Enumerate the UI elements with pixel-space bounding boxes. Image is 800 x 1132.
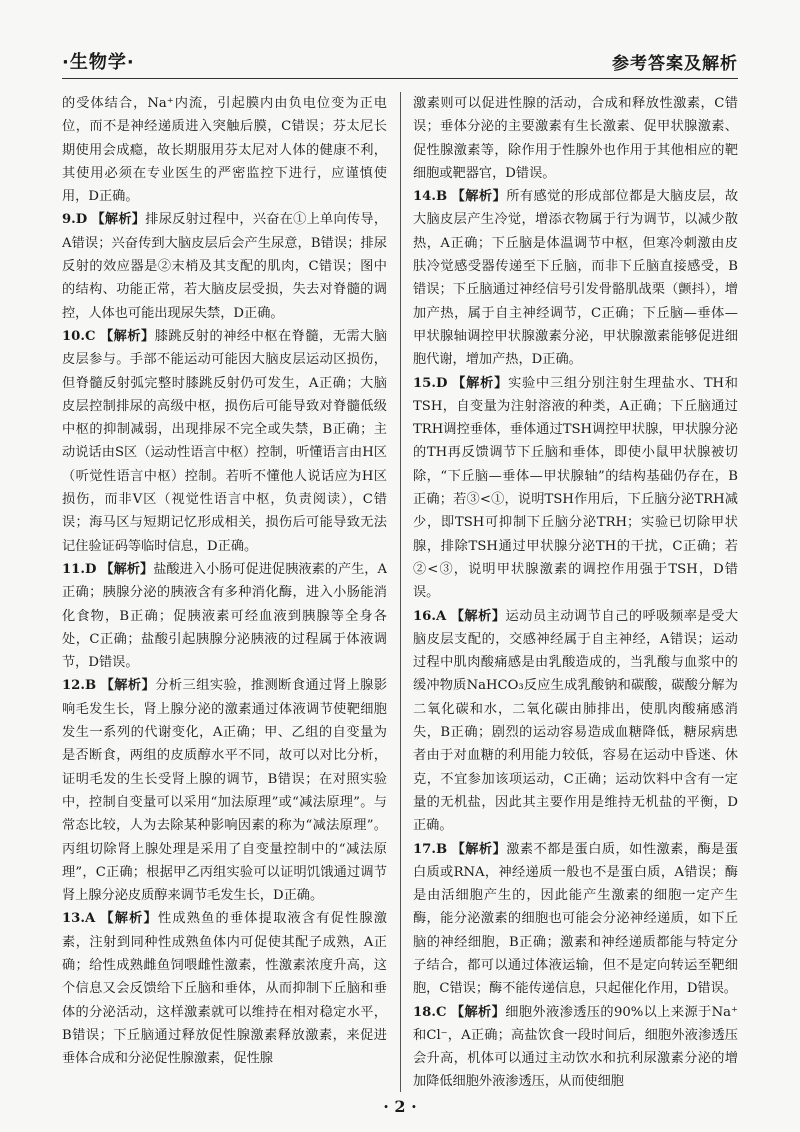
- page-header: [62, 44, 738, 79]
- question-number: 18.: [413, 1004, 436, 1020]
- analysis-tag: 【解析】: [450, 608, 506, 624]
- question-number: 12.: [62, 678, 85, 694]
- answer-letter: D: [75, 212, 88, 228]
- answer-item-14: [413, 185, 738, 371]
- answer-item-10: [62, 325, 387, 558]
- analysis-text: 实验中三组分别注射生理盐水、TH和TSH，自变量为注射溶液的种类，A正确；下丘脑通过TRH调控垂体，垂体通过TSH调控甲状腺，甲状腺分泌的TH再反馈调节下丘脑和垂体，即使小鼠甲状腺被切除，“下丘脑—垂体—甲状腺轴”的结构基础仍存在，B正确；若③<①，说明TSH作用后，下丘脑分泌TRH减少，即TSH可抑制下丘脑分泌TRH；实验已切除甲状腺，排除TSH通过甲状腺分泌TH的干扰，C正确；若②<③，说明甲状腺激素的调控作用强于TSH，D错误。: [413, 375, 738, 601]
- analysis-text: 排尿反射过程中，兴奋在①上单向传导，A错误；兴奋传到大脑皮层后会产生尿意，B错误；排尿反射的效应器是②末梢及其支配的肌肉，C错误；图中的结构、功能正常，若大脑皮层受损，失去对脊髓的调控，人体也可能出现尿失禁，D正确。: [62, 212, 387, 321]
- analysis-tag: 【解析】: [99, 911, 158, 927]
- column-divider: [400, 92, 401, 1092]
- continuation-text: 的受体结合，Na⁺内流，引起膜内由负电位变为正电位，而不是神经递质进入突触后膜，C错误；芬太尼长期使用会成瘾，故长期服用芬太尼对人体的健康不利，其使用必须在专业医生的严密监控下进行，应谨慎使用，D正确。: [62, 96, 387, 205]
- question-number: 13.: [62, 911, 85, 927]
- analysis-text: 膝跳反射的神经中枢在脊髓，无需大脑皮层参与。手部不能运动可能因大脑皮层运动区损伤，但脊髓反射弧完整时膝跳反射仍可发生，A正确；大脑皮层控制排尿的高级中枢，损伤后可能导致对脊髓低级中枢的抑制减弱，出现排尿不完全或失禁，B正确；主动说话由S区（运动性语言中枢）控制，听懂语言由H区（听觉性语言中枢）控制。若听不懂他人说话应为H区损伤，而非V区（视觉性语言中枢，负责阅读），C错误；海马区与短期记忆形成相关，损伤后可能导致无法记住验证码等临时信息，D正确。: [62, 328, 387, 554]
- answer-item-9: [62, 208, 387, 324]
- analysis-text: 细胞外液渗透压的90%以上来源于Na⁺和Cl⁻，A正确；高盐饮食一段时间后，细胞外液渗透压会升高，机体可以通过主动饮水和抗利尿激素分泌的增加降低细胞外液渗透压，从而使细胞: [413, 1004, 738, 1090]
- answer-columns: [62, 92, 738, 1092]
- question-number: 17.: [413, 841, 436, 857]
- analysis-tag: 【解析】: [99, 328, 155, 344]
- analysis-tag: 【解析】: [91, 212, 146, 228]
- analysis-text: 性成熟鱼的垂体提取液含有促性腺激素，注射到同种性成熟鱼体内可促使其配子成熟，A正确；给性成熟雌鱼饲喂雌性激素，性激素浓度升高，这个信息又会反馈给下丘脑和垂体，从而抑制下丘脑和垂体的分泌活动，这样激素就可以维持在相对稳定水平，B错误；下丘脑通过释放促性腺激素释放激素，来促进垂体合成和分泌促性腺激素，促性腺: [62, 911, 387, 1067]
- continuation-text: 激素则可以促进性腺的活动，合成和释放性激素，C错误；垂体分泌的主要激素有生长激素、促甲状腺激素、促性腺激素等，除作用于性腺外也作用于其他相应的靶细胞或靶器官，D错误。: [413, 96, 738, 181]
- analysis-tag: 【解析】: [100, 561, 154, 577]
- analysis-tag: 【解析】: [451, 189, 507, 205]
- page-number: · 2 ·: [383, 1097, 417, 1116]
- question-number: 9.: [62, 212, 76, 228]
- answer-item-18: [413, 1001, 738, 1092]
- answer-letter: A: [84, 911, 96, 927]
- answer-item-13: [62, 907, 387, 1070]
- answer-item-15: [413, 372, 738, 605]
- analysis-text: 盐酸进入小肠可促进促胰液素的产生，A正确；胰腺分泌的胰液含有多种消化酶，进入小肠能消化食物，B正确；促胰液素可经血液到胰腺等全身各处，C正确；盐酸引起胰腺分泌胰液的过程属于体液调节，D错误。: [62, 561, 387, 671]
- subject-label: ·生物学·: [62, 52, 135, 73]
- answer-letter: B: [435, 189, 448, 205]
- analysis-text: 运动员主动调节自己的呼吸频率是受大脑皮层支配的，交感神经属于自主神经，A错误；运动过程中肌肉酸痛感是由乳酸造成的，当乳酸与血浆中的缓冲物质NaHCO₃反应生成乳酸钠和碳酸，碳酸分解为二氧化碳和水，二氧化碳由肺排出，使肌肉酸痛感消失，B正确；剧烈的运动容易造成血糖降低，糖尿病患者由于对血糖的利用能力较低，容易在运动中昏迷、休克，不宜参加该项运动，C正确；运动饮料中含有一定量的无机盐，因此其主要作用是维持无机盐的平衡，D正确。: [413, 608, 738, 834]
- answer-letter: D: [435, 375, 448, 391]
- question-number: 14.: [413, 189, 436, 205]
- answer-item-16: [413, 605, 738, 838]
- answer-letter: B: [435, 841, 448, 857]
- analysis-text: 所有感觉的形成部位都是大脑皮层，故大脑皮层产生冷觉，增添衣物属于行为调节，以减少散热，A正确；下丘脑是体温调节中枢，但寒冷刺激由皮肤冷觉感受器传递至下丘脑，而非下丘脑直接感受，B错误；下丘脑通过神经信号引发骨骼肌战栗（颤抖），增加产热，属于自主神经调节，C正确；下丘脑—垂体—甲状腺轴调控甲状腺激素分泌，甲状腺激素能够促进细胞代谢，增加产热，D正确。: [413, 189, 738, 368]
- answer-item-17: [413, 838, 738, 1001]
- answer-letter: A: [435, 608, 447, 624]
- analysis-text: 分析三组实验，推测断食通过肾上腺影响毛发生长，肾上腺分泌的激素通过体液调节使靶细胞发生一系列的代谢变化，A正确；甲、乙组的自变量为是否断食，两组的皮质醇水平不同，故可以对比分析，证明毛发的生长受肾上腺的调节，B错误；在对照实验中，控制自变量可以采用“加法原理”或“减法原理”。与常态比较，人为去除某种影响因素的称为“减法原理”。丙组切除肾上腺处理是采用了自变量控制中的“减法原理”，C正确；根据甲乙丙组实验可以证明饥饿通过调节肾上腺分泌皮质醇来调节毛发生长，D正确。: [62, 678, 387, 904]
- analysis-tag: 【解析】: [100, 678, 156, 694]
- question-number: 11.: [62, 561, 85, 577]
- answer-letter: D: [84, 561, 97, 577]
- question-number: 15.: [413, 375, 436, 391]
- left-column: [62, 92, 387, 1092]
- answer-title: 参考答案及解析: [612, 53, 738, 74]
- right-column: [413, 92, 738, 1092]
- analysis-text: 激素不都是蛋白质，如性激素，酶是蛋白质或RNA，神经递质一般也不是蛋白质，A错误；酶是由活细胞产生的，因此能产生激素的细胞一定产生酶，能分泌激素的细胞也可能会分泌神经递质，如下丘脑的神经细胞，B正确；激素和神经递质都能与特定分子结合，都可以通过体液运输，但不是定向转运至靶细胞，C错误；酶不能传递信息，只起催化作用，D错误。: [413, 841, 738, 997]
- answer-letter: C: [435, 1004, 447, 1020]
- question-number: 16.: [413, 608, 436, 624]
- analysis-tag: 【解析】: [451, 375, 509, 391]
- analysis-tag: 【解析】: [450, 1004, 506, 1020]
- question-number: 10.: [62, 328, 85, 344]
- answer-letter: C: [84, 328, 96, 344]
- answer-item-11: [62, 558, 387, 674]
- analysis-tag: 【解析】: [451, 841, 507, 857]
- answer-letter: B: [84, 678, 97, 694]
- answer-item-12: [62, 674, 387, 907]
